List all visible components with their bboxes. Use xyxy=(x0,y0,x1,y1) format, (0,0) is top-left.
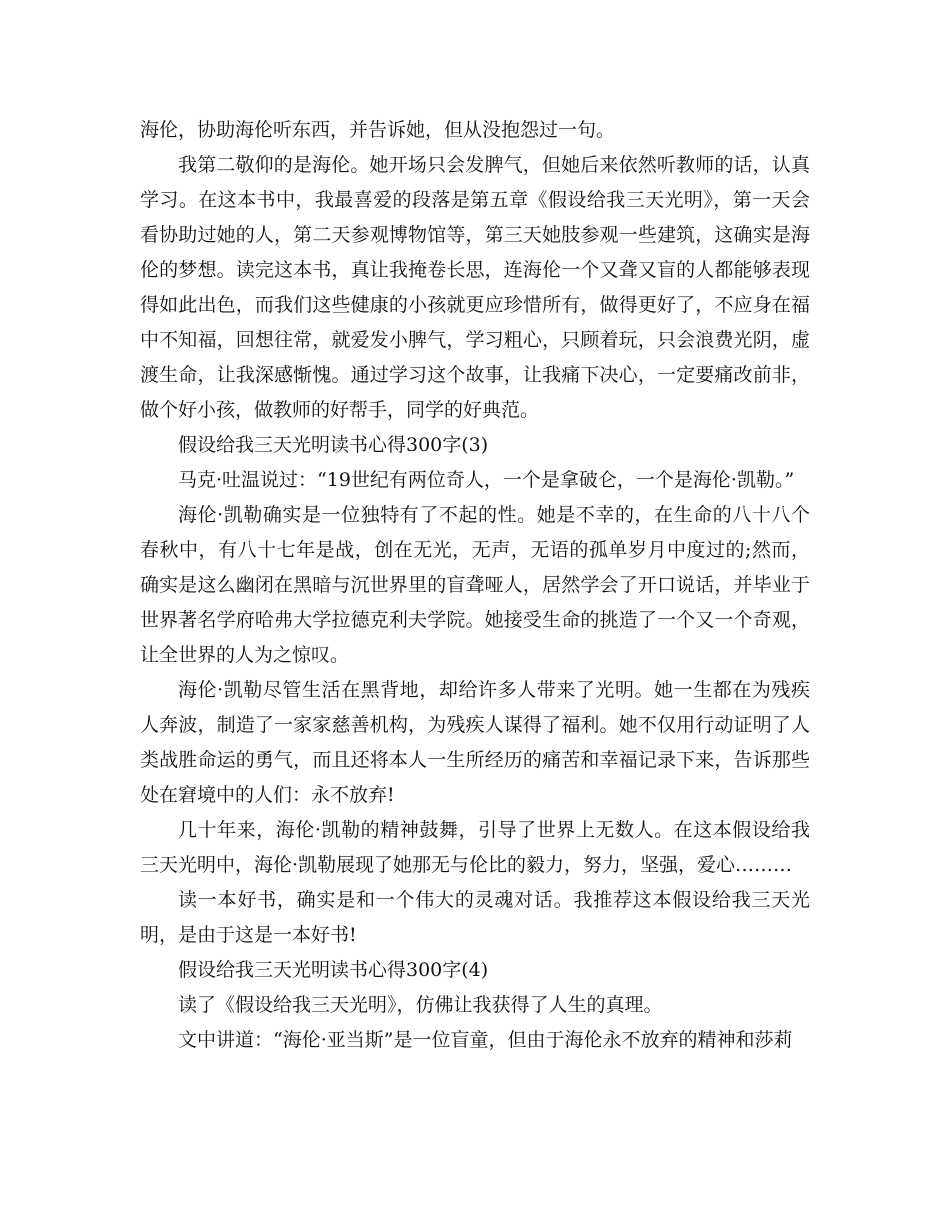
paragraph-admiration: 我第二敬仰的是海伦。她开场只会发脾气，但她后来依然听教师的话，认真学习。在这本书中，我最喜爱的段落是第五章《假设给我三天光明》，第一天会看协助过她的人，第二天参观博物馆等，第三天她肢参观一些建筑，这确实是海伦的梦想。读完这本书，真让我掩卷长思，连海伦一个又聋又盲的人都能够表现得如此出色，而我们这些健康的小孩就更应珍惜所有，做得更好了，不应身在福中不知福，回想往常，就爱发小脾气，学习粗心，只顾着玩，只会浪费光阴，虚渡生命，让我深感惭愧。通过学习这个故事，让我痛下决心，一定要痛改前非，做个好小孩，做教师的好帮手，同学的好典范。 xyxy=(140,154,810,421)
section-heading-4: 假设给我三天光明读书心得300字(4) xyxy=(178,959,489,981)
paragraph-recommendation: 读一本好书，确实是和一个伟大的灵魂对话。我推荐这本假设给我三天光明，是由于这是一本好书! xyxy=(140,889,810,946)
paragraph-mark-twain-quote: 马克·吐温说过：“19世纪有两位奇人，一个是拿破仑，一个是海伦·凯勒。” xyxy=(178,469,795,491)
paragraph-helen-keller-light: 海伦·凯勒尽管生活在黑背地，却给许多人带来了光明。她一生都在为残疾人奔波，制造了一家家慈善机构，为残疾人谋得了福利。她不仅用行动证明了人类战胜命运的勇气，而且还将本人一生所经历的痛苦和幸福记录下来，告诉那些处在窘境中的人们：永不放弃! xyxy=(140,679,810,806)
paragraph-truth-of-life: 读了《假设给我三天光明》，仿佛让我获得了人生的真理。 xyxy=(178,994,663,1016)
paragraph-helen-keller-life: 海伦·凯勒确实是一位独特有了不起的性。她是不幸的，在生命的八十八个春秋中，有八十七年是战，创在无光，无声，无语的孤单岁月中度过的;然而，确实是这么幽闭在黑暗与沉世界里的盲聋哑人，居然学会了开口说话，并毕业于世界著名学府哈弗大学拉德克利夫学院。她接受生命的挑造了一个又一个奇观，让全世界的人为之惊叹。 xyxy=(140,504,810,666)
section-heading-3: 假设给我三天光明读书心得300字(3) xyxy=(178,434,489,456)
paragraph-inspiration: 几十年来，海伦·凯勒的精神鼓舞，引导了世界上无数人。在这本假设给我三天光明中，海伦·凯勒展现了她那无与伦比的毅力，努力，坚强，爱心……… xyxy=(140,819,810,876)
paragraph-text-description: 文中讲道：“海伦·亚当斯”是一位盲童，但由于海伦永不放弃的精神和莎莉 xyxy=(178,1029,793,1051)
document-body xyxy=(140,113,810,1058)
paragraph-continuation: 海伦，协助海伦听东西，并告诉她，但从没抱怨过一句。 xyxy=(140,119,616,141)
